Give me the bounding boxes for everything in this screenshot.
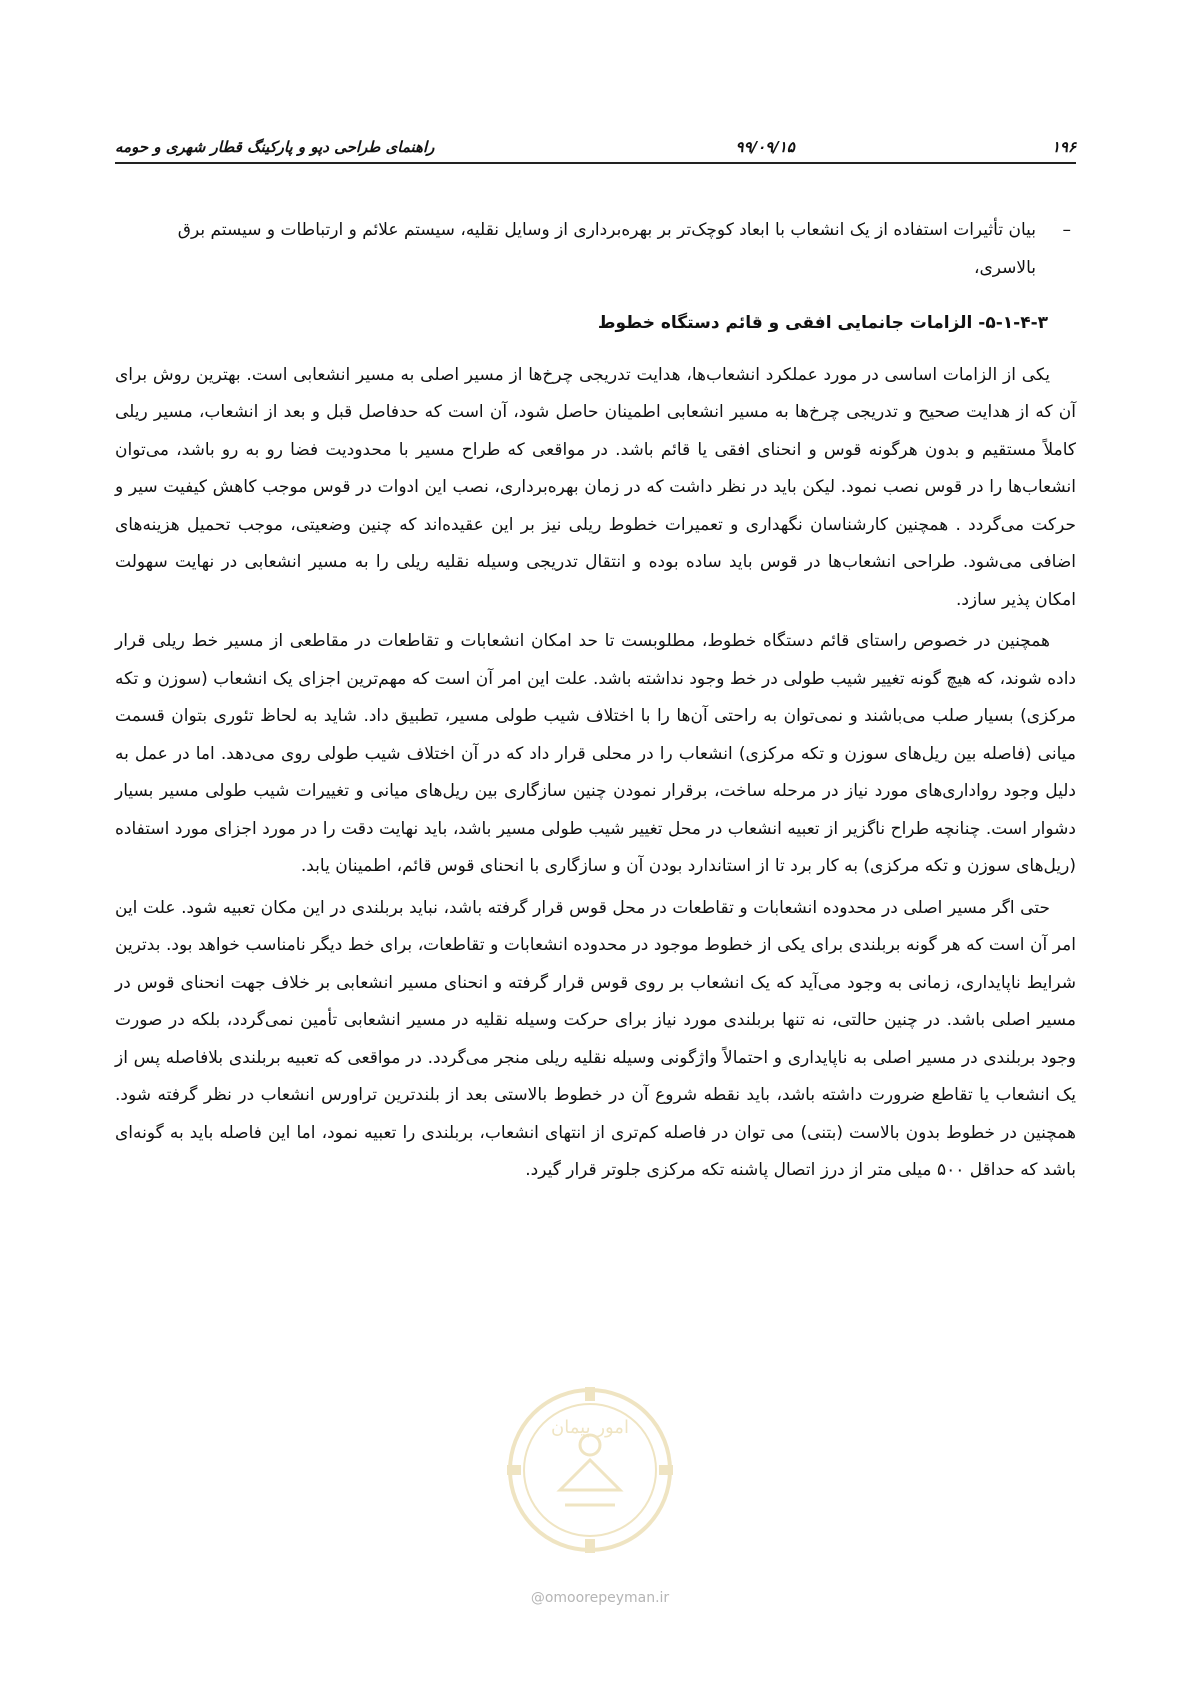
page-number: ۱۹۶ [1051, 138, 1076, 156]
bullet-dash: – [1062, 220, 1071, 240]
bullet-text: بیان تأثیرات استفاده از یک انشعاب با ابعاد کوچک‌تر بر بهره‌برداری از وسایل نقلیه، سیستم علائم و ارتباطات و سیستم برق بالاسری، [177, 220, 1036, 278]
header-date: ۹۹/۰۹/۱۵ [735, 138, 795, 156]
paragraph-1: یکی از الزامات اساسی در مورد عملکرد انشعاب‌ها، هدایت تدریجی چرخ‌ها از مسیر اصلی به مسیر انشعابی است. بهترین روش برای آن که از هدایت صحیح و تدریجی چرخ‌ها به مسیر انشعابی اطمینان حاصل شود، آن است که حدفاصل قبل و بعد از انشعاب، مسیر ریلی کاملاً مستقیم و بدون هرگونه قوس و انحنای افقی یا قائم باشد. در مواقعی که طراح مسیر با محدودیت فضا رو به رو باشد، می‌توان انشعاب‌ها را در قوس نصب نمود. لیکن باید در نظر داشت که در زمان بهره‌برداری، نصب این ادوات در قوس موجب کاهش کیفیت سیر و حرکت می‌گردد . همچنین کارشناسان نگهداری و تعمیرات خطوط ریلی نیز بر این عقیده‌اند که چنین وضعیتی، موجب تحمیل هزینه‌های اضافی می‌شود. طراحی انشعاب‌ها در قوس باید ساده بوده و انتقال تدریجی وسیله نقلیه ریلی را به مسیر انشعابی در نهایت سهولت امکان پذیر سازد. [115, 364, 1076, 610]
watermark-logo-text: امور پیمان [551, 1417, 629, 1438]
bullet-item [115, 212, 1076, 287]
watermark-logo-icon [505, 1385, 675, 1555]
page-header [115, 130, 1076, 156]
paragraph-3: حتی اگر مسیر اصلی در محدوده انشعابات و تقاطعات در محل قوس قرار گرفته باشد، نباید بربلندی در این مکان تعبیه شود. علت این امر آن است که هر گونه بربلندی برای یکی از خطوط موجود در محدوده انشعابات و تقاطعات، برای خط دیگر نامناسب خواهد بود. بدترین شرایط ناپایداری، زمانی به وجود می‌آید که یک انشعاب بر روی قوس قرار گرفته و انحنای مسیر انشعابی بر خلاف جهت انحنای قوس در مسیر اصلی باشد. در چنین حالتی، نه تنها بربلندی مورد نیاز برای حرکت وسیله نقلیه در مسیر انشعابی تأمین نمی‌گردد، بلکه در صورت وجود بربلندی در مسیر اصلی به ناپایداری و احتمالاً واژگونی وسیله نقلیه ریلی منجر می‌گردد. در مواقعی که تعبیه بربلندی بلافاصله پس از یک انشعاب یا تقاطع ضرورت داشته باشد، باید نقطه شروع آن در خطوط بالاستی بعد از بلندترین تراورس انشعاب در نظر گرفته شود. همچنین در خطوط بدون بالاست (بتنی) می توان در فاصله کم‌تری از انتهای انشعاب، بربلندی را تعبیه نمود، اما این فاصله باید به گونه‌ای باشد که حداقل ۵۰۰ میلی متر از درز اتصال پاشنه تکه مرکزی جلوتر قرار گیرد. [115, 897, 1076, 1180]
section-heading: ۵-۱-۴-۳- الزامات جانمایی افقی و قائم دستگاه خطوط [597, 313, 1048, 333]
page-content [115, 212, 1076, 1194]
watermark-site: @omoorepeyman.ir [530, 1590, 670, 1606]
book-title: راهنمای طراحی دپو و پارکینگ قطار شهری و حومه [115, 138, 435, 156]
paragraph-2: همچنین در خصوص راستای قائم دستگاه خطوط، مطلوبست تا حد امکان انشعابات و تقاطعات در مقاطعی از مسیر خط ریلی قرار داده شوند، که هیچ گونه تغییر شیب طولی در خط وجود نداشته باشد. علت این امر آن است که مهم‌ترین اجزای یک انشعاب (سوزن و تکه مرکزی) بسیار صلب می‌باشند و نمی‌توان به راحتی آن‌ها را با اختلاف شیب طولی مسیر، تطبیق داد. شاید به لحاظ تئوری بتوان قسمت میانی (فاصله بین ریل‌های سوزن و تکه مرکزی) انشعاب را در محلی قرار داد که در آن اختلاف شیب طولی روی می‌دهد. اما در عمل به دلیل وجود رواداری‌های مورد نیاز در مرحله ساخت، برقرار نمودن چنین سازگاری بین ریل‌های میانی و تغییرات شیب طولی مسیر بسیار دشوار است. چنانچه طراح ناگزیر از تعبیه انشعاب در محل تغییر شیب طولی مسیر باشد، باید نهایت دقت را در مورد اجزای مورد استفاده (ریل‌های سوزن و تکه مرکزی) به کار برد تا از استاندارد بودن آن و سازگاری با انحنای قوس قائم، اطمینان یابد. [115, 631, 1076, 876]
header-rule [115, 162, 1076, 164]
